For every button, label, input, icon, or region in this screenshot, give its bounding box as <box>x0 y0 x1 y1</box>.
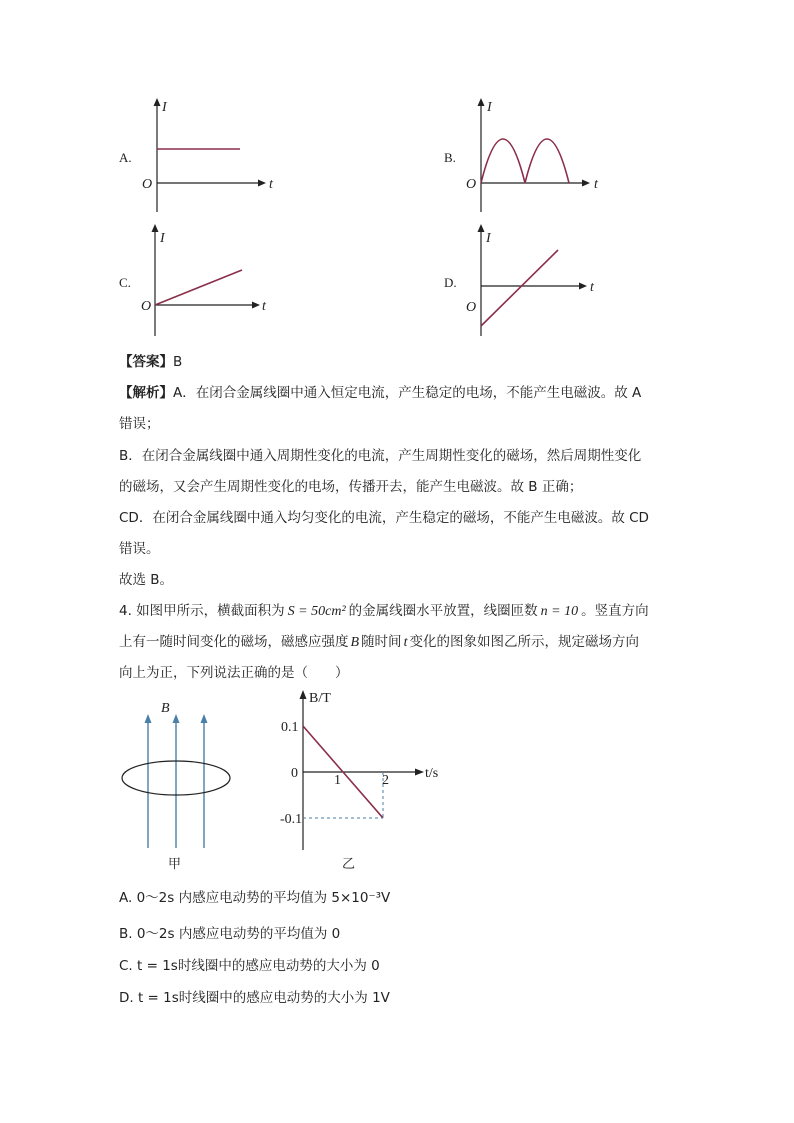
choice-c: C. t = 1s时线圈中的感应电动势的大小为 0 <box>119 958 380 974</box>
question4-line-3: 向上为正，下列说法正确的是（ ） <box>119 665 349 681</box>
option-b-label: B. <box>444 150 456 165</box>
option-d-xlabel: t <box>590 280 594 295</box>
option-b-ylabel: I <box>487 100 492 115</box>
option-b-xlabel: t <box>594 177 598 192</box>
option-c-label: C. <box>119 275 131 290</box>
chart-x-arrow <box>415 769 424 776</box>
chart-tick-x-2: 2 <box>382 773 389 788</box>
option-a-ylabel: I <box>162 100 167 115</box>
option-c-xlabel: t <box>262 299 266 314</box>
option-d-ylabel: I <box>486 231 491 246</box>
option-b-origin: O <box>466 177 477 192</box>
question4-line-2: 上有一随时间变化的磁场，磁感应强度 B 随时间 t 变化的图象如图乙所示，规定磁场方向 <box>119 634 639 650</box>
analysis-line-4: 的磁场，又会产生周期性变化的电场，传播开去，能产生电磁波。故 B 正确； <box>119 479 583 495</box>
answer-tag: 【答案】 <box>119 354 173 370</box>
field-label: B <box>161 701 170 716</box>
analysis-tag: 【解析】 <box>119 385 173 401</box>
option-c-ylabel: I <box>160 231 165 246</box>
option-d-label: D. <box>444 275 457 290</box>
choice-a: A. 0～2s 内感应电动势的平均值为 5×10⁻³V <box>119 890 391 906</box>
analysis-line-1: 【解析】A．在闭合金属线圈中通入恒定电流，产生稳定的电场，不能产生电磁波。故 A <box>119 385 642 401</box>
option-a-origin: O <box>142 177 153 192</box>
analysis-line-3: B．在闭合金属线圈中通入周期性变化的电流，产生周期性变化的磁场，然后周期性变化 <box>119 448 642 464</box>
chart-tick-y-zero: 0 <box>291 766 298 781</box>
option-c-origin: O <box>141 299 152 314</box>
area-expr: S = 50cm² <box>287 604 346 619</box>
choice-d: D. t = 1s时线圈中的感应电动势的大小为 1V <box>119 990 390 1006</box>
chart-tick-y-bottom: -0.1 <box>280 812 303 827</box>
analysis-line-2: 错误； <box>119 416 160 432</box>
answer-value: B <box>173 354 183 370</box>
analysis-line-7: 故选 B。 <box>119 572 174 588</box>
question4-line-1: 4. 如图甲所示，横截面积为 S = 50cm² 的金属线圈水平放置，线圈匝数 n = 10 。竖直方向 <box>119 603 649 619</box>
option-a-label: A. <box>119 150 132 165</box>
chart-tick-y-top: 0.1 <box>281 720 299 735</box>
choice-b: B. 0～2s 内感应电动势的平均值为 0 <box>119 926 341 942</box>
turns-expr: n = 10 <box>540 604 579 619</box>
option-a-xlabel: t <box>269 177 273 192</box>
analysis-line-5: CD．在闭合金属线圈中通入均匀变化的电流，产生稳定的磁场，不能产生电磁波。故 CD <box>119 510 649 526</box>
chart-xlabel: t/s <box>425 766 439 781</box>
figure-yi-caption: 乙 <box>342 857 356 872</box>
chart-y-arrow <box>300 690 307 699</box>
chart-tick-x-1: 1 <box>334 773 341 788</box>
chart-ylabel: B/T <box>309 691 331 706</box>
figure-jia-caption: 甲 <box>168 857 182 872</box>
analysis-line-6: 错误。 <box>119 541 160 557</box>
option-d-origin: O <box>466 300 477 315</box>
